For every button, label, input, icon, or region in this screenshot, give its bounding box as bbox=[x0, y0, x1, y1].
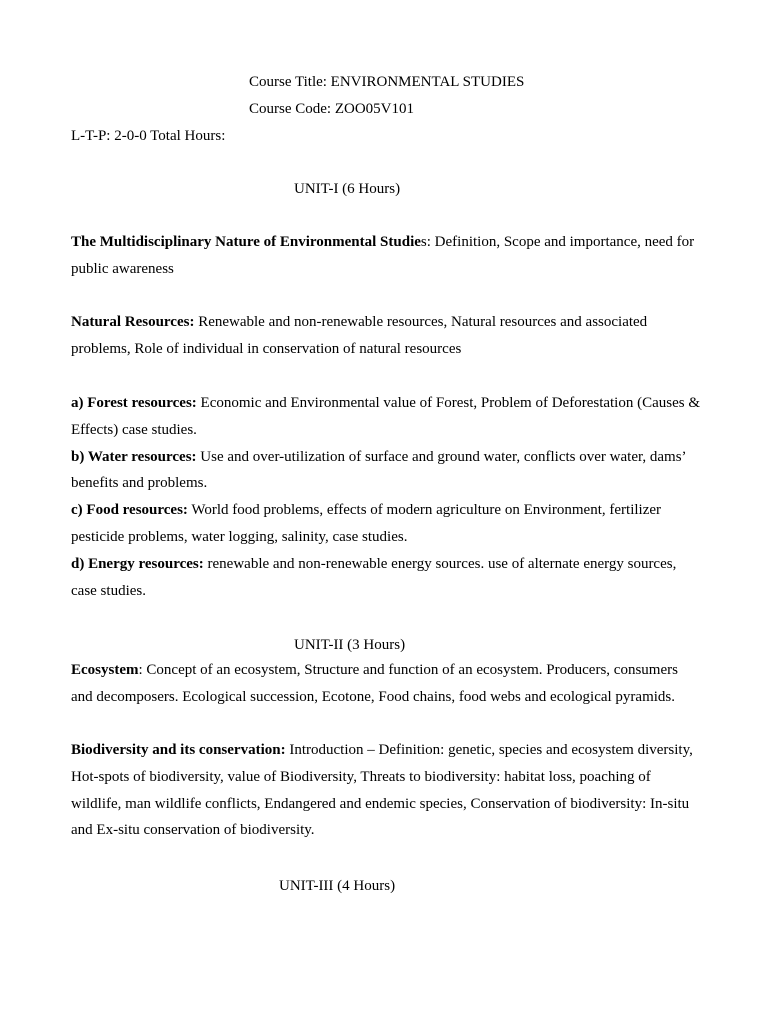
multidisciplinary-label: The Multidisciplinary Nature of Environmental Studie bbox=[71, 234, 421, 250]
biodiversity-text: Introduction – Definition: genetic, species and ecosystem diversity, Hot-spots of biodiversity, value of Biodiversity, Threats to biodiversity: habitat loss, poaching of wildlife, man wildlife conflicts, Endangered and endemic species, Conservation of biodiversity: In-situ and Ex-situ conservation of biodiversity. bbox=[71, 742, 693, 839]
food-resources-label: c) Food resources: bbox=[71, 502, 188, 519]
ecosystem-text: : Concept of an ecosystem, Structure and function of an ecosystem. Producers, consumers and decomposers. Ecological succession, Ecotone, Food chains, food webs and ecological pyramids. bbox=[71, 662, 678, 705]
energy-resources-text: renewable and non-renewable energy sources. use of alternate energy sources, case studies. bbox=[71, 555, 677, 599]
list-item bbox=[71, 497, 701, 551]
unit-2-heading: UNIT-II (3 Hours) bbox=[294, 637, 406, 653]
unit-3-heading: UNIT-III (4 Hours) bbox=[279, 878, 396, 894]
water-resources-text: Use and over-utilization of surface and ground water, conflicts over water, dams’ benefits and problems. bbox=[71, 448, 686, 492]
biodiversity-paragraph bbox=[71, 737, 701, 844]
ecosystem-label: Ecosystem bbox=[71, 662, 139, 678]
forest-resources-text: Economic and Environmental value of Forest, Problem of Deforestation (Causes & Effects) case studies. bbox=[71, 395, 701, 438]
list-item bbox=[71, 444, 701, 498]
biodiversity-label: Biodiversity and its conservation: bbox=[71, 742, 286, 758]
forest-resources-label: a) Forest resources: bbox=[71, 395, 197, 411]
natural-resources-paragraph bbox=[71, 309, 701, 363]
natural-resources-text: Renewable and non-renewable resources, Natural resources and associated problems, Role of individual in conservation of natural resources bbox=[71, 314, 648, 357]
natural-resources-label: Natural Resources: bbox=[71, 314, 195, 330]
unit-1-heading: UNIT-I (6 Hours) bbox=[294, 181, 401, 197]
water-resources-label: b) Water resources: bbox=[71, 448, 197, 465]
ltp-line: L-T-P: 2-0-0 Total Hours: bbox=[71, 128, 226, 144]
multidisciplinary-paragraph bbox=[71, 229, 701, 283]
energy-resources-label: d) Energy resources: bbox=[71, 555, 204, 572]
course-title: Course Title: ENVIRONMENTAL STUDIES bbox=[249, 74, 525, 90]
ecosystem-paragraph bbox=[71, 657, 701, 711]
list-item bbox=[71, 551, 701, 605]
food-resources-text: World food problems, effects of modern agriculture on Environment, fertilizer pesticide problems, water logging, salinity, case studies. bbox=[71, 502, 662, 545]
course-code: Course Code: ZOO05V101 bbox=[249, 101, 414, 117]
resources-list bbox=[71, 390, 701, 604]
list-item bbox=[71, 390, 701, 444]
multidisciplinary-text: s: Definition, Scope and importance, need for public awareness bbox=[71, 234, 695, 277]
